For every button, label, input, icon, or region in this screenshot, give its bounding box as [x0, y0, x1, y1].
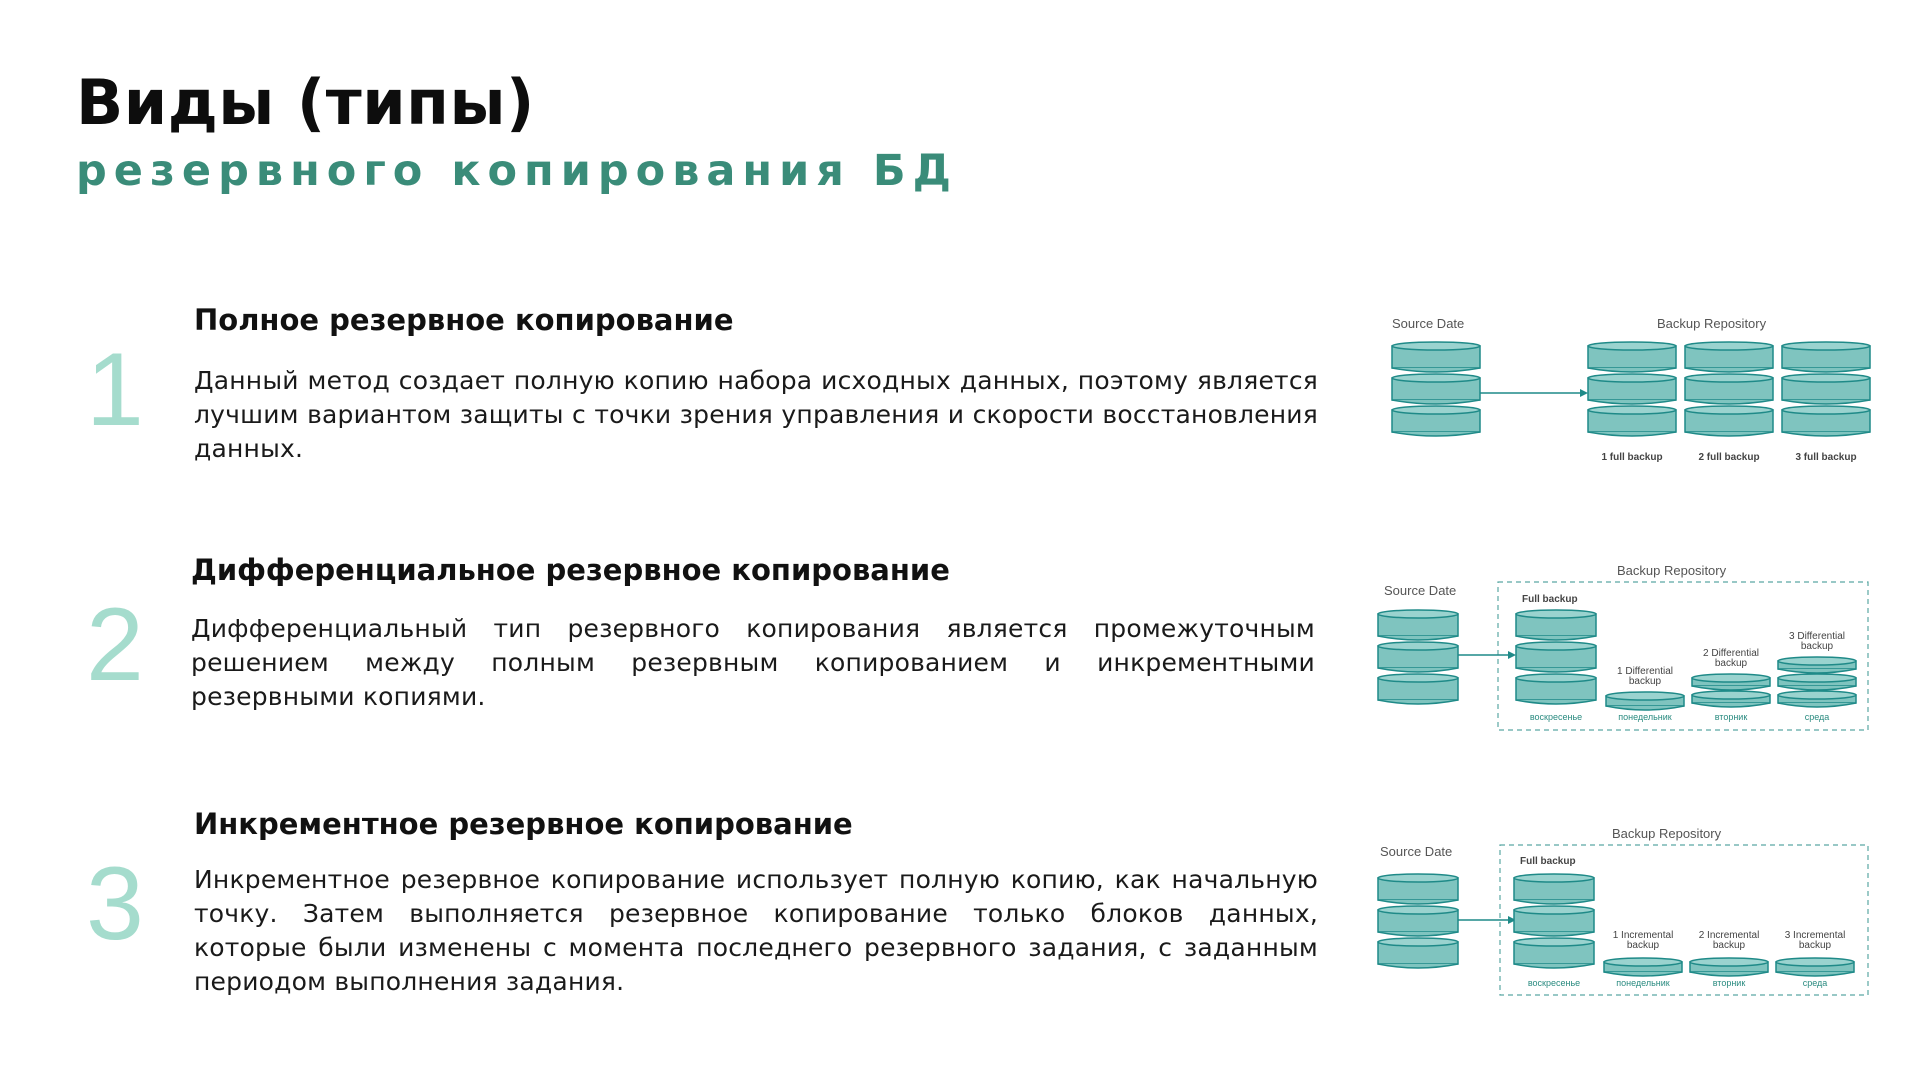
backup-label-3-line1: 3 Incremental: [1784, 930, 1846, 941]
incremental-backup-diagram: [1372, 822, 1897, 1002]
section-number-2: 2: [86, 587, 144, 703]
arrow-icon: [1458, 651, 1516, 659]
full-backup-diagram: [1380, 310, 1900, 470]
backup-label-1-line2: backup: [1626, 940, 1660, 951]
backup-label-1: 1 full backup: [1601, 452, 1663, 463]
full-backup-label: Full backup: [1520, 856, 1576, 867]
section-number-3: 3: [86, 846, 144, 962]
backup-label-2: 2 full backup: [1698, 452, 1760, 463]
backup-database-icon-3: [1776, 958, 1854, 976]
backup-database-icon-2: [1692, 674, 1770, 707]
backup-database-icon-2: [1690, 958, 1768, 976]
day-label-full: воскресенье: [1529, 712, 1583, 722]
backup-label-3: 3 full backup: [1795, 452, 1857, 463]
backup-label-2-line1: 2 Incremental: [1698, 930, 1760, 941]
page-title: Виды (типы): [76, 66, 535, 139]
day-label-2: вторник: [1712, 978, 1746, 988]
arrow-icon: [1458, 916, 1516, 924]
page-subtitle: резервного копирования БД: [76, 146, 958, 196]
backup-label-2-line2: backup: [1714, 658, 1748, 669]
section-text-differential: Дифференциальный тип резервного копирования является промежуточным решением между полным резервным копированием и инкрементными резервными копиями.: [191, 614, 1315, 711]
backup-database-icon-1: [1588, 342, 1676, 436]
backup-label-3-line2: backup: [1800, 641, 1834, 652]
source-database-icon: [1378, 610, 1458, 704]
section-text-incremental: Инкрементное резервное копирование использует полную копию, как начальную точку. Затем выполняется резервное копирование только блоков данных, которые были изменены с момента последнего резервного задания, с заданным периодом выполнения задания.: [194, 865, 1318, 996]
day-label-3: среда: [1804, 712, 1830, 722]
day-label-full: воскресенье: [1527, 978, 1581, 988]
backup-label-2-line2: backup: [1712, 940, 1746, 951]
backup-label-1-line1: 1 Differential: [1617, 666, 1673, 677]
backup-label-3-line1: 3 Differential: [1789, 631, 1845, 642]
section-number-1: 1: [86, 332, 144, 448]
backup-database-icon-3: [1782, 342, 1870, 436]
arrow-icon: [1480, 389, 1588, 397]
backup-label-3-line2: backup: [1798, 940, 1832, 951]
backup-label-2-line1: 2 Differential: [1703, 648, 1759, 659]
day-label-2: вторник: [1714, 712, 1748, 722]
full-backup-label: Full backup: [1522, 594, 1578, 605]
source-date-label: Source Date: [1384, 583, 1457, 598]
section-title-full: Полное резервное копирование: [194, 303, 734, 337]
section-title-differential: Дифференциальное резервное копирование: [191, 553, 950, 587]
day-label-1: понедельник: [1618, 712, 1672, 722]
backup-database-icon-1: [1606, 692, 1684, 710]
day-label-3: среда: [1802, 978, 1828, 988]
full-backup-database-icon: [1516, 610, 1596, 704]
backup-repository-label: Backup Repository: [1617, 563, 1727, 578]
source-date-label: Source Date: [1392, 316, 1465, 331]
source-database-icon: [1392, 342, 1480, 436]
backup-database-icon-2: [1685, 342, 1773, 436]
section-title-incremental: Инкрементное резервное копирование: [194, 807, 853, 841]
day-label-1: понедельник: [1616, 978, 1670, 988]
backup-label-1-line2: backup: [1628, 676, 1662, 687]
backup-database-icon-3: [1778, 657, 1856, 707]
source-date-label: Source Date: [1380, 844, 1453, 859]
full-backup-database-icon: [1514, 874, 1594, 968]
differential-backup-diagram: [1372, 560, 1897, 740]
section-text-full: Данный метод создает полную копию набора исходных данных, поэтому является лучшим вариантом защиты с точки зрения управления и скорости восстановления данных.: [194, 366, 1318, 463]
backup-label-1-line1: 1 Incremental: [1612, 930, 1674, 941]
backup-repository-label: Backup Repository: [1657, 316, 1767, 331]
backup-repository-label: Backup Repository: [1612, 826, 1722, 841]
source-database-icon: [1378, 874, 1458, 968]
backup-database-icon-1: [1604, 958, 1682, 976]
